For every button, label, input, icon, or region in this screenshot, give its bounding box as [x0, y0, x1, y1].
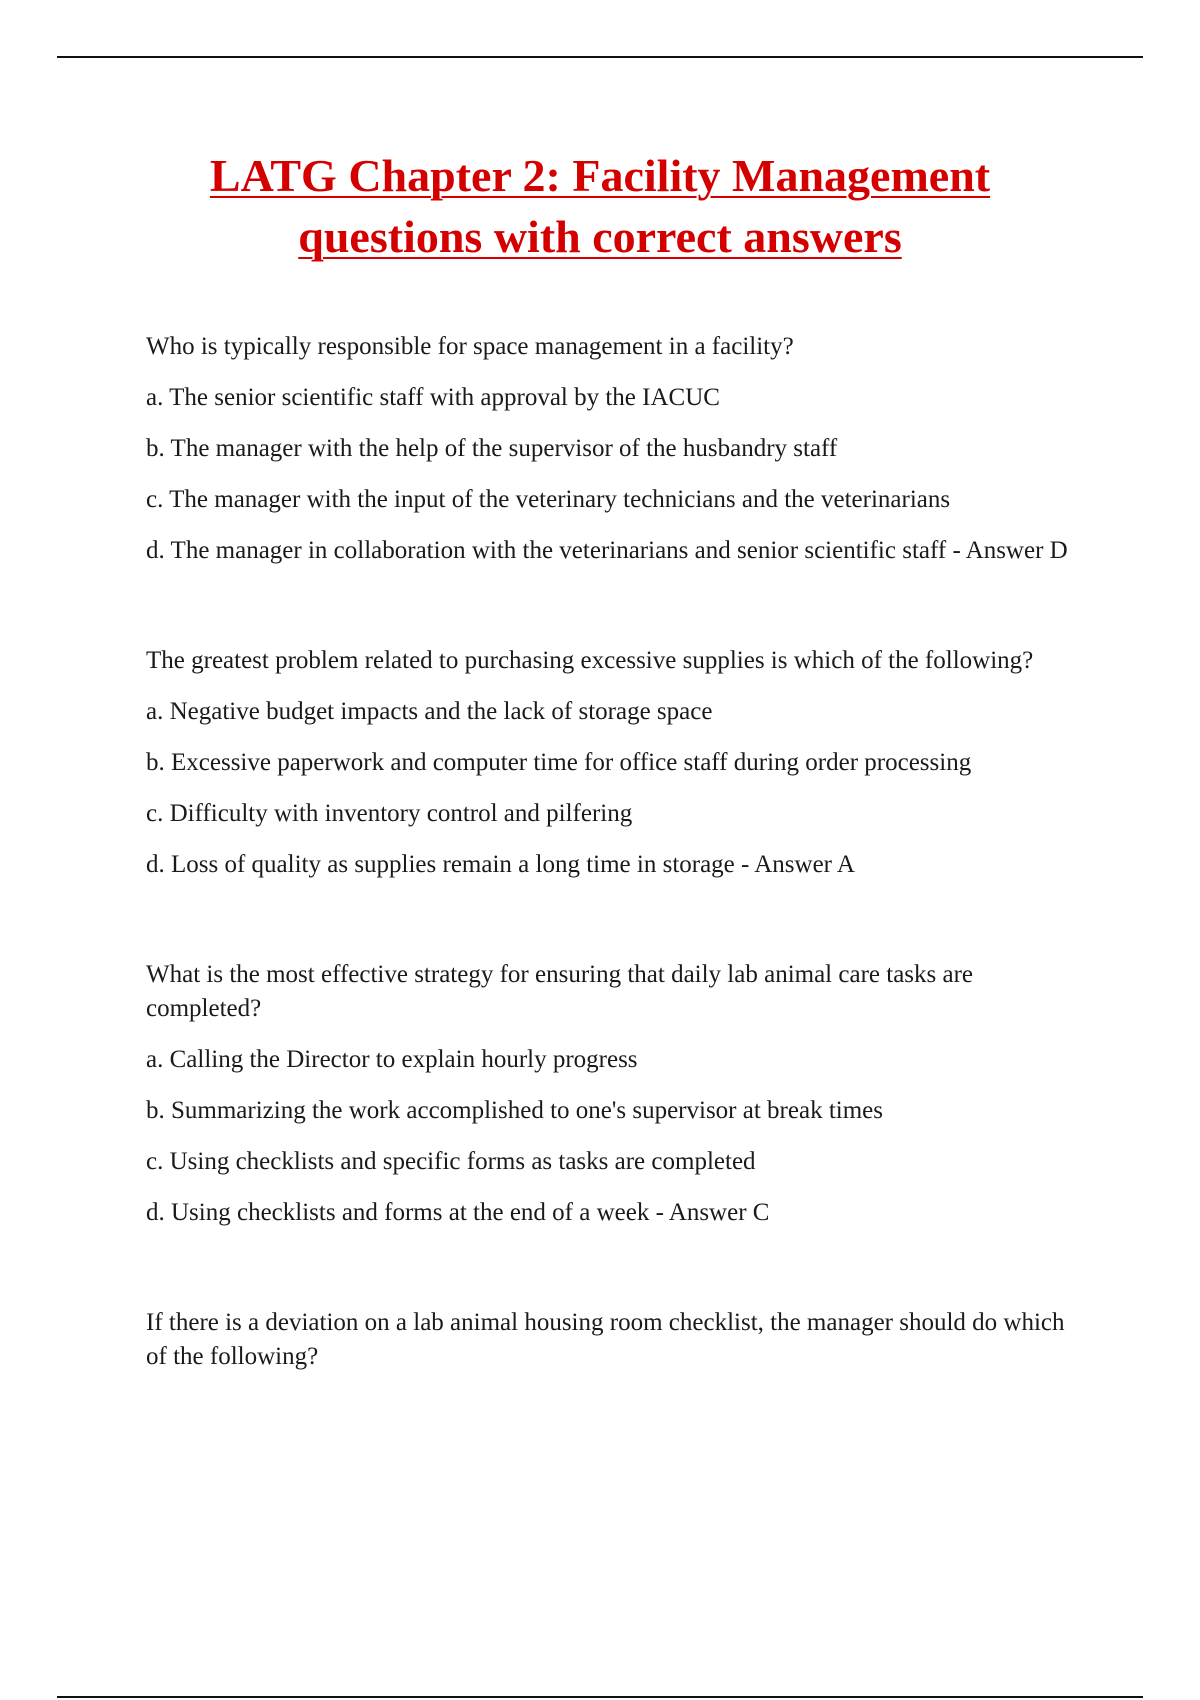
option-b: b. Excessive paperwork and computer time for office staff during order processing: [146, 749, 972, 776]
question-text: Who is typically responsible for space management in a facility?: [146, 333, 794, 360]
option-b: b. Summarizing the work accomplished to one's supervisor at break times: [146, 1097, 883, 1124]
page-title: [100, 145, 1100, 267]
option-c: c. Difficulty with inventory control and pilfering: [146, 800, 633, 827]
question-block-2: [146, 644, 1086, 882]
question-block-4: [146, 1306, 1086, 1374]
option-d-with-answer: d. The manager in collaboration with the veterinarians and senior scientific staff - Answer D: [146, 537, 1068, 564]
bottom-rule: [57, 1696, 1143, 1698]
question-block-3: [146, 958, 1086, 1230]
question-text: The greatest problem related to purchasing excessive supplies is which of the following?: [146, 647, 1034, 674]
option-d-with-answer: d. Using checklists and forms at the end of a week - Answer C: [146, 1199, 770, 1226]
title-line-2: questions with correct answers: [298, 211, 902, 262]
question-list: [146, 330, 1086, 1450]
option-c: c. The manager with the input of the veterinary technicians and the veterinarians: [146, 486, 951, 513]
question-text: If there is a deviation on a lab animal housing room checklist, the manager should do which of the following?: [146, 1309, 1065, 1370]
top-rule: [57, 56, 1143, 58]
option-a: a. Negative budget impacts and the lack of storage space: [146, 698, 713, 725]
question-block-1: [146, 330, 1086, 568]
option-a: a. The senior scientific staff with approval by the IACUC: [146, 384, 720, 411]
option-a: a. Calling the Director to explain hourly progress: [146, 1046, 638, 1073]
title-line-1: LATG Chapter 2: Facility Management: [209, 150, 991, 201]
option-b: b. The manager with the help of the supervisor of the husbandry staff: [146, 435, 838, 462]
option-d-with-answer: d. Loss of quality as supplies remain a long time in storage - Answer A: [146, 851, 855, 878]
option-c: c. Using checklists and specific forms as tasks are completed: [146, 1148, 756, 1175]
question-text: What is the most effective strategy for ensuring that daily lab animal care tasks are completed?: [146, 961, 974, 1022]
